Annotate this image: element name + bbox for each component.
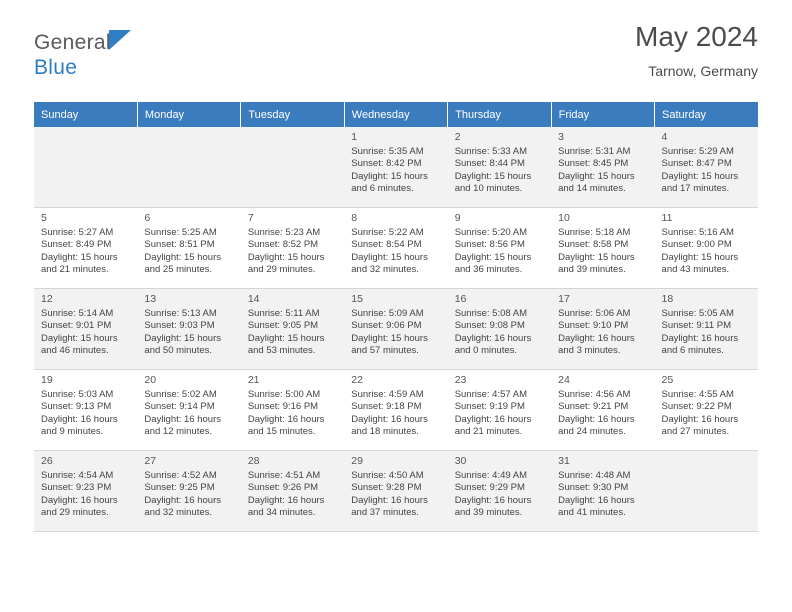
daylight-text-2: and 3 minutes.	[558, 345, 621, 357]
sunrise-text: Sunrise: 5:06 AM	[558, 307, 631, 319]
day-info	[455, 227, 551, 277]
sunset-text: Sunset: 9:13 PM	[41, 401, 112, 413]
daylight-text-1: Daylight: 16 hours	[351, 413, 428, 425]
day-cell	[241, 289, 344, 370]
day-cell	[344, 127, 447, 208]
sunrise-text: Sunrise: 5:23 AM	[247, 226, 321, 238]
day-number: 30	[454, 455, 467, 467]
sunrise-text: Sunrise: 4:59 AM	[351, 388, 424, 400]
week-row	[34, 127, 758, 208]
day-number: 22	[351, 374, 363, 386]
sunrise-text: Sunrise: 4:49 AM	[454, 469, 528, 481]
sunset-text: Sunset: 9:10 PM	[558, 320, 629, 332]
day-cell	[241, 451, 344, 532]
daylight-text-1: Daylight: 15 hours	[558, 170, 635, 182]
day-info	[248, 308, 344, 358]
day-cell	[551, 289, 654, 370]
day-cell	[137, 127, 240, 208]
daylight-text-2: and 27 minutes.	[661, 426, 730, 438]
sunrise-text: Sunrise: 5:00 AM	[247, 388, 321, 400]
daylight-text-1: Daylight: 15 hours	[454, 170, 532, 182]
day-number: 25	[661, 374, 674, 386]
daylight-text-2: and 46 minutes.	[41, 345, 109, 357]
weekday-thursday: Thursday	[448, 102, 551, 127]
sunset-text: Sunset: 8:45 PM	[558, 158, 629, 170]
day-cell	[448, 208, 551, 289]
calendar-table	[34, 102, 758, 532]
daylight-text-2: and 53 minutes.	[247, 345, 316, 357]
day-cell	[344, 208, 447, 289]
sunrise-text: Sunrise: 4:54 AM	[41, 469, 114, 481]
day-number: 5	[41, 212, 47, 224]
daylight-text-2: and 39 minutes.	[454, 507, 523, 519]
daylight-text-2: and 6 minutes.	[351, 183, 414, 195]
daylight-text-2: and 0 minutes.	[454, 345, 518, 357]
daylight-text-1: Daylight: 16 hours	[558, 332, 635, 344]
daylight-text-2: and 12 minutes.	[144, 426, 213, 438]
daylight-text-2: and 36 minutes.	[454, 264, 523, 276]
day-cell	[551, 451, 654, 532]
sunset-text: Sunset: 8:52 PM	[247, 239, 319, 251]
day-number: 8	[351, 212, 358, 224]
sunset-text: Sunset: 8:42 PM	[351, 158, 422, 170]
day-info	[248, 470, 344, 520]
page-header	[34, 22, 758, 94]
daylight-text-1: Daylight: 15 hours	[41, 251, 118, 263]
day-info	[662, 389, 758, 439]
daylight-text-2: and 21 minutes.	[41, 264, 109, 276]
day-number: 20	[144, 374, 157, 386]
day-info	[41, 389, 137, 439]
daylight-text-1: Daylight: 15 hours	[41, 332, 118, 344]
daylight-text-1: Daylight: 15 hours	[351, 251, 428, 263]
daylight-text-1: Daylight: 15 hours	[558, 251, 635, 263]
daylight-text-1: Daylight: 16 hours	[661, 332, 739, 344]
day-cell	[137, 289, 240, 370]
daylight-text-1: Daylight: 15 hours	[351, 332, 428, 344]
day-number: 4	[661, 131, 668, 143]
sunrise-text: Sunrise: 5:13 AM	[144, 307, 217, 319]
daylight-text-1: Daylight: 16 hours	[351, 494, 428, 506]
sunrise-text: Sunrise: 5:35 AM	[351, 145, 424, 157]
sunrise-text: Sunrise: 5:09 AM	[351, 307, 424, 319]
sunset-text: Sunset: 9:28 PM	[351, 482, 422, 494]
sunrise-text: Sunrise: 4:56 AM	[558, 388, 631, 400]
daylight-text-1: Daylight: 16 hours	[144, 494, 221, 506]
sunset-text: Sunset: 9:25 PM	[144, 482, 215, 494]
day-number: 2	[454, 131, 461, 143]
daylight-text-2: and 37 minutes.	[351, 507, 419, 519]
day-cell	[448, 451, 551, 532]
weekday-sunday: Sunday	[34, 102, 137, 127]
sunrise-text: Sunrise: 4:51 AM	[247, 469, 321, 481]
daylight-text-1: Daylight: 16 hours	[558, 413, 635, 425]
weekday-monday: Monday	[137, 102, 240, 127]
day-number: 9	[454, 212, 461, 224]
day-number: 29	[351, 455, 363, 467]
day-cell	[448, 289, 551, 370]
daylight-text-2: and 29 minutes.	[247, 264, 316, 276]
sunrise-text: Sunrise: 5:11 AM	[247, 307, 320, 319]
logo-text-general: General	[34, 31, 111, 54]
daylight-text-1: Daylight: 16 hours	[41, 413, 118, 425]
daylight-text-2: and 21 minutes.	[454, 426, 523, 438]
day-number: 13	[144, 293, 157, 305]
daylight-text-1: Daylight: 15 hours	[454, 251, 532, 263]
daylight-text-1: Daylight: 15 hours	[351, 170, 428, 182]
day-number: 31	[558, 455, 570, 467]
weekday-friday: Friday	[551, 102, 654, 127]
day-info	[144, 308, 240, 358]
day-cell	[551, 208, 654, 289]
daylight-text-1: Daylight: 15 hours	[661, 170, 739, 182]
daylight-text-2: and 32 minutes.	[351, 264, 419, 276]
daylight-text-2: and 43 minutes.	[661, 264, 730, 276]
day-number: 17	[558, 293, 570, 305]
daylight-text-1: Daylight: 15 hours	[661, 251, 739, 263]
week-row	[34, 208, 758, 289]
day-info	[41, 308, 137, 358]
sunrise-text: Sunrise: 5:05 AM	[661, 307, 734, 319]
day-info	[455, 308, 551, 358]
sunset-text: Sunset: 8:44 PM	[454, 158, 525, 170]
day-info	[248, 227, 344, 277]
sunset-text: Sunset: 8:47 PM	[661, 158, 732, 170]
sunrise-text: Sunrise: 5:22 AM	[351, 226, 424, 238]
day-info	[455, 146, 551, 196]
sunrise-text: Sunrise: 5:02 AM	[144, 388, 217, 400]
day-number: 28	[247, 455, 260, 467]
daylight-text-2: and 9 minutes.	[41, 426, 104, 438]
sunrise-text: Sunrise: 5:29 AM	[661, 145, 734, 157]
daylight-text-1: Daylight: 16 hours	[454, 332, 532, 344]
daylight-text-1: Daylight: 16 hours	[247, 494, 325, 506]
daylight-text-2: and 39 minutes.	[558, 264, 626, 276]
sunset-text: Sunset: 9:29 PM	[454, 482, 525, 494]
sunset-text: Sunset: 9:11 PM	[661, 320, 732, 332]
day-info	[144, 389, 240, 439]
sunrise-text: Sunrise: 5:27 AM	[41, 226, 114, 238]
daylight-text-1: Daylight: 16 hours	[558, 494, 635, 506]
day-info	[558, 470, 654, 520]
day-info	[351, 146, 447, 196]
day-number: 21	[247, 374, 260, 386]
day-cell	[34, 451, 137, 532]
day-cell	[655, 289, 758, 370]
sunset-text: Sunset: 9:00 PM	[661, 239, 732, 251]
sunrise-text: Sunrise: 5:25 AM	[144, 226, 217, 238]
day-info	[558, 308, 654, 358]
day-info	[455, 389, 551, 439]
day-info	[558, 389, 654, 439]
sunset-text: Sunset: 9:18 PM	[351, 401, 422, 413]
sunrise-text: Sunrise: 5:16 AM	[661, 226, 734, 238]
week-row	[34, 451, 758, 532]
day-cell	[137, 451, 240, 532]
day-cell	[655, 370, 758, 451]
sunset-text: Sunset: 9:08 PM	[454, 320, 525, 332]
day-cell	[34, 370, 137, 451]
day-number: 27	[144, 455, 157, 467]
day-number: 24	[558, 374, 570, 386]
page-title: May 2024	[635, 21, 758, 52]
day-info	[41, 470, 137, 520]
sunset-text: Sunset: 9:16 PM	[247, 401, 319, 413]
day-cell	[344, 370, 447, 451]
daylight-text-1: Daylight: 15 hours	[144, 251, 221, 263]
daylight-text-1: Daylight: 16 hours	[41, 494, 118, 506]
sunset-text: Sunset: 9:05 PM	[247, 320, 319, 332]
sunset-text: Sunset: 9:19 PM	[454, 401, 525, 413]
day-cell	[34, 208, 137, 289]
day-number: 19	[41, 374, 53, 386]
daylight-text-1: Daylight: 15 hours	[144, 332, 221, 344]
sunrise-text: Sunrise: 5:31 AM	[558, 145, 631, 157]
daylight-text-2: and 41 minutes.	[558, 507, 626, 519]
weekday-saturday: Saturday	[655, 102, 758, 127]
day-number: 26	[41, 455, 53, 467]
day-cell	[344, 451, 447, 532]
day-cell	[137, 208, 240, 289]
daylight-text-2: and 15 minutes.	[247, 426, 316, 438]
sunset-text: Sunset: 8:56 PM	[454, 239, 525, 251]
day-number: 6	[144, 212, 151, 224]
day-cell	[655, 208, 758, 289]
day-info	[351, 389, 447, 439]
sunrise-text: Sunrise: 5:33 AM	[454, 145, 528, 157]
day-info	[144, 470, 240, 520]
sunset-text: Sunset: 9:26 PM	[247, 482, 319, 494]
day-cell	[34, 127, 137, 208]
weekday-wednesday: Wednesday	[344, 102, 447, 127]
sunrise-text: Sunrise: 5:03 AM	[41, 388, 114, 400]
sunrise-text: Sunrise: 5:20 AM	[454, 226, 528, 238]
flag-icon	[109, 30, 131, 50]
day-cell	[137, 370, 240, 451]
day-number: 10	[558, 212, 570, 224]
daylight-text-2: and 24 minutes.	[558, 426, 626, 438]
daylight-text-1: Daylight: 16 hours	[454, 494, 532, 506]
daylight-text-1: Daylight: 16 hours	[144, 413, 221, 425]
day-number: 11	[661, 212, 673, 224]
day-info	[662, 146, 758, 196]
day-number: 7	[247, 212, 254, 224]
day-info	[144, 227, 240, 277]
logo-text-blue: Blue	[34, 56, 78, 79]
day-cell	[655, 127, 758, 208]
day-cell	[241, 127, 344, 208]
sunset-text: Sunset: 9:14 PM	[144, 401, 215, 413]
day-cell	[241, 208, 344, 289]
general-blue-logo	[34, 22, 111, 78]
weekday-header-row	[34, 102, 758, 127]
day-info	[662, 308, 758, 358]
daylight-text-1: Daylight: 16 hours	[247, 413, 325, 425]
day-info	[558, 227, 654, 277]
sunset-text: Sunset: 9:30 PM	[558, 482, 629, 494]
sunrise-text: Sunrise: 4:48 AM	[558, 469, 631, 481]
day-number: 14	[247, 293, 260, 305]
day-cell	[448, 370, 551, 451]
day-cell	[655, 451, 758, 532]
daylight-text-2: and 29 minutes.	[41, 507, 109, 519]
daylight-text-1: Daylight: 16 hours	[454, 413, 532, 425]
daylight-text-2: and 10 minutes.	[454, 183, 523, 195]
weekday-tuesday: Tuesday	[241, 102, 344, 127]
day-info	[248, 389, 344, 439]
day-number: 3	[558, 131, 564, 143]
week-row	[34, 289, 758, 370]
day-number: 16	[454, 293, 467, 305]
daylight-text-2: and 32 minutes.	[144, 507, 213, 519]
day-cell	[448, 127, 551, 208]
day-info	[662, 227, 758, 277]
day-number: 23	[454, 374, 467, 386]
day-number: 1	[351, 131, 358, 143]
daylight-text-1: Daylight: 16 hours	[661, 413, 739, 425]
daylight-text-1: Daylight: 15 hours	[247, 251, 325, 263]
daylight-text-1: Daylight: 15 hours	[247, 332, 325, 344]
sunrise-text: Sunrise: 5:14 AM	[41, 307, 114, 319]
day-cell	[34, 289, 137, 370]
sunset-text: Sunset: 9:06 PM	[351, 320, 422, 332]
sunset-text: Sunset: 8:51 PM	[144, 239, 215, 251]
day-info	[351, 470, 447, 520]
day-number: 12	[41, 293, 53, 305]
day-cell	[344, 289, 447, 370]
day-cell	[551, 127, 654, 208]
location-subtitle: Tarnow, Germany	[648, 62, 758, 79]
day-info	[558, 146, 654, 196]
sunrise-text: Sunrise: 5:08 AM	[454, 307, 528, 319]
day-cell	[241, 370, 344, 451]
daylight-text-2: and 18 minutes.	[351, 426, 419, 438]
sunrise-text: Sunrise: 4:55 AM	[661, 388, 734, 400]
sunrise-text: Sunrise: 5:18 AM	[558, 226, 631, 238]
sunset-text: Sunset: 9:21 PM	[558, 401, 629, 413]
daylight-text-2: and 14 minutes.	[558, 183, 626, 195]
sunset-text: Sunset: 9:23 PM	[41, 482, 112, 494]
day-number: 18	[661, 293, 674, 305]
day-info	[455, 470, 551, 520]
day-number: 15	[351, 293, 363, 305]
daylight-text-2: and 34 minutes.	[247, 507, 316, 519]
title-block	[635, 22, 758, 79]
sunset-text: Sunset: 8:54 PM	[351, 239, 422, 251]
daylight-text-2: and 57 minutes.	[351, 345, 419, 357]
sunset-text: Sunset: 9:03 PM	[144, 320, 215, 332]
daylight-text-2: and 17 minutes.	[661, 183, 730, 195]
sunrise-text: Sunrise: 4:52 AM	[144, 469, 217, 481]
sunrise-text: Sunrise: 4:50 AM	[351, 469, 424, 481]
day-info	[351, 227, 447, 277]
daylight-text-2: and 6 minutes.	[661, 345, 724, 357]
daylight-text-2: and 50 minutes.	[144, 345, 213, 357]
sunset-text: Sunset: 9:22 PM	[661, 401, 732, 413]
day-info	[41, 227, 137, 277]
sunset-text: Sunset: 9:01 PM	[41, 320, 112, 332]
day-info	[351, 308, 447, 358]
week-row	[34, 370, 758, 451]
sunrise-text: Sunrise: 4:57 AM	[454, 388, 528, 400]
daylight-text-2: and 25 minutes.	[144, 264, 213, 276]
day-cell	[551, 370, 654, 451]
sunset-text: Sunset: 8:49 PM	[41, 239, 112, 251]
sunset-text: Sunset: 8:58 PM	[558, 239, 629, 251]
